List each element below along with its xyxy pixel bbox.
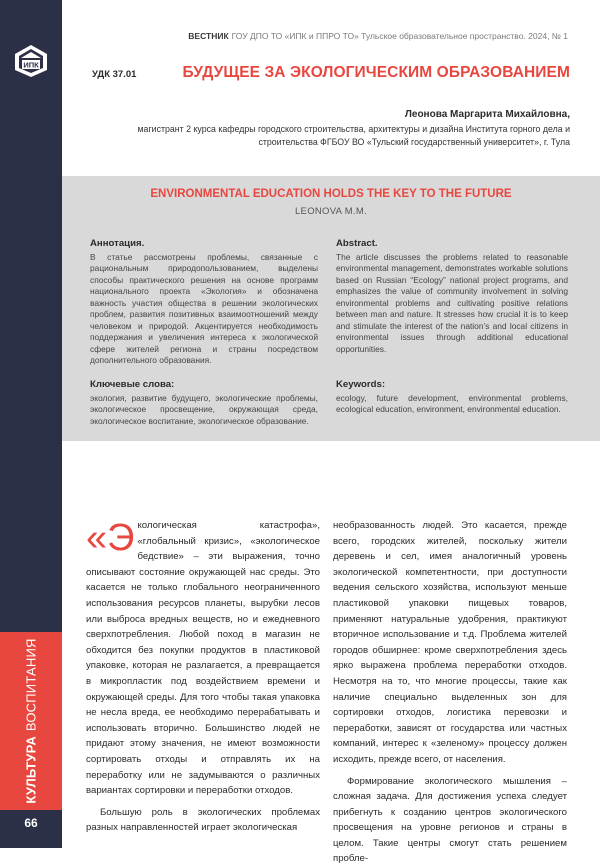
english-title: ENVIRONMENTAL EDUCATION HOLDS THE KEY TO THE FUTURE [62, 188, 600, 200]
keywords-en-text: ecology, future development, environmental problems, ecological education, environment, environmental education. [336, 393, 568, 416]
annotation-heading: Аннотация. [90, 238, 318, 250]
abstract-box [62, 176, 600, 441]
sidebar [0, 0, 62, 848]
abstract-en-block [336, 238, 568, 355]
abstract-en-text: The article discusses the problems related to reasonable environmental management, demonstrates workable solutions based on Russian “Ecology” national project programs, and emphasizes the value of community involvement in solving environmental problems and cultivating positive relations between man and nature. It stresses how crucial it is to keep and stimulate the interest of the nation’s and local citizens in environmental issues through additional educational opportunities. [336, 252, 568, 356]
section-label-bold: КУЛЬТУРА [24, 736, 39, 804]
english-author: LEONOVA M.M. [62, 206, 600, 217]
author-affiliation: магистрант 2 курса кафедры городского строительства, архитектуры и дизайна Института горного дела и строительства ФГБОУ ВО «Тульский государственный университет», г. Тула [130, 123, 570, 148]
keywords-en-block [336, 379, 568, 416]
dropcap [86, 520, 134, 556]
udk-code: УДК 37.01 [92, 69, 136, 80]
body-paragraph: Формирование экологического мышления – сложная задача. Для достижения успеха следует прибегнуть к созданию центров экологического просвещения на уровне регионов и страны в целом. Такие центры смогут стать решением пробле- [333, 774, 567, 867]
keywords-en-heading: Keywords: [336, 379, 568, 391]
keywords-ru-heading: Ключевые слова: [90, 379, 318, 391]
body-paragraph: необразованность людей. Это касается, прежде всего, городских жителей, поскольку жители деревень и сел, имея аналогичный уровень экологической компетентности, при доступности ведения сельского хозяйства, используют меньше пластиковой упаковки пищевых товаров, применяют натуральные удобрения, практикуют вторичное использование и т.д. Проблема жителей городов обширнее: кроме сверхпотребления здесь ярко выражена проблема переработки отходов. Несмотря на то, что многие процессы, такие как наличие специально выделенных зон для сортировки отходов, логистика перевозки и переработки, зависят от государства или частных компаний, интерес к «зеленому» процессу должен исходить, прежде всего, от населения. [333, 518, 567, 768]
logo-text: ИПК [23, 61, 39, 70]
author-name: Леонова Маргарита Михайловна, [405, 109, 570, 120]
running-header [188, 31, 568, 41]
body-paragraph [86, 518, 320, 799]
running-header-details: ГОУ ДПО ТО «ИПК и ППРО ТО» Тульское образовательное пространство. 2024, № 1 [232, 31, 568, 41]
body-paragraph: Большую роль в экологических проблемах разных направленностей играет экологическая [86, 805, 320, 836]
body-column-left [86, 518, 320, 836]
article-title: БУДУЩЕЕ ЗА ЭКОЛОГИЧЕСКИМ ОБРАЗОВАНИЕМ [182, 64, 570, 82]
body-column-right [333, 518, 567, 867]
body-paragraph-text: кологическая катастрофа», «глобальный кризис», «экологическое бедствие» – эти выражения, точно описывают состояние окружающей нас среды. Это касается не только глобального неограниченного использования ресурсов планеты, вырубки лесов или выброса вредных веществ, но и ежедневного сверхпотребления. Любой поход в магазин не обходится без покупки продуктов в пластиковой упаковке, которая не разлагается, а превращается в микропластик под воздействием времени и окружающей среды. Для того чтобы такая упаковка не несла вреда, ее необходимо перерабатывать и использовать вторично. Большинство людей не придают этому значения, не имеют возможности сортировать отходы и отправлять их на переработку или не задумываются о различных вариантах сортировки и переработки отходов. [86, 520, 320, 796]
abstract-en-heading: Abstract. [336, 238, 568, 250]
running-header-journal: ВЕСТНИК [188, 31, 228, 41]
section-label-light: ВОСПИТАНИЯ [24, 638, 39, 731]
dropcap-letter: Э [107, 517, 134, 559]
dropcap-quote: « [86, 517, 107, 559]
annotation-block [90, 238, 318, 367]
logo-icon [14, 44, 48, 78]
keywords-ru-text: экология, развитие будущего, экологические проблемы, экологическое просвещение, окружающая среда, экологическое воспитание, экологическое образование. [90, 393, 318, 428]
annotation-text: В статье рассмотрены проблемы, связанные с рациональным природопользованием, выделены способы практического решения на основе программ национального проекта «Экология» и обозначена важность участия общества в решении экологических проблем, развития позитивных взаимоотношений между человеком и природой. Акцентируется необходимость поддержания и увеличения интереса к экологической сфере жителей региона и страны посредством дополнительного образования. [90, 252, 318, 367]
page-number: 66 [0, 816, 62, 830]
keywords-ru-block [90, 379, 318, 427]
section-label [24, 638, 39, 803]
